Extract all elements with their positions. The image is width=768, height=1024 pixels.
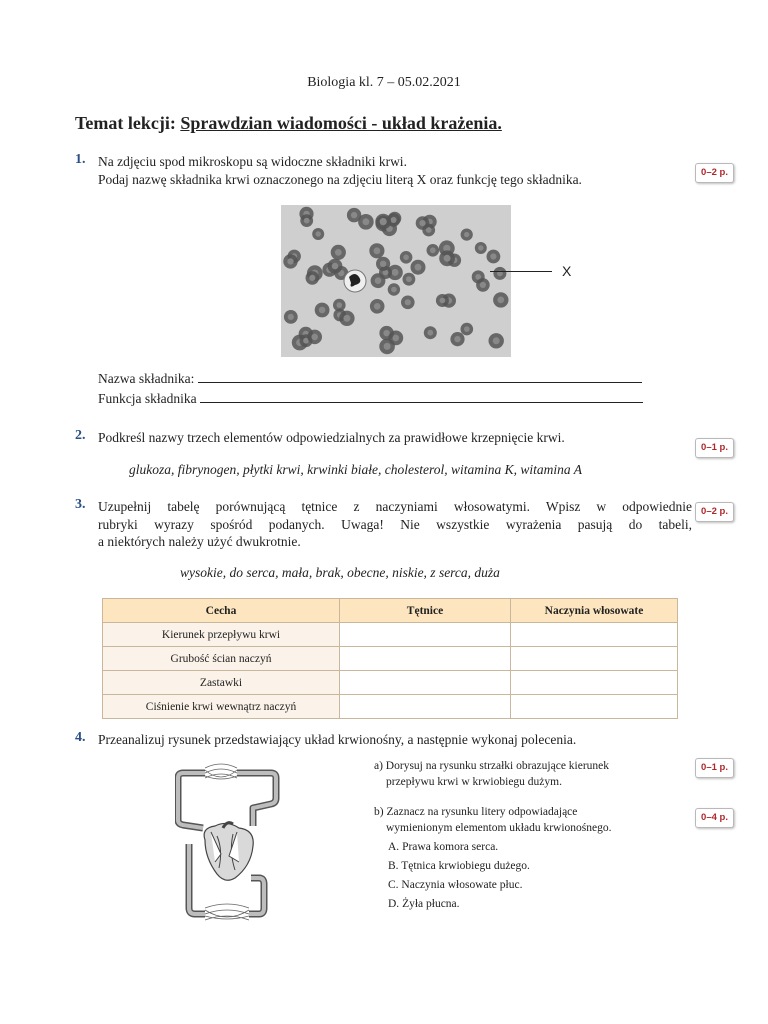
q2-number: 2. — [75, 428, 86, 443]
cell-center — [319, 307, 326, 314]
cell-center — [304, 218, 310, 224]
cell-center — [384, 343, 391, 350]
cell-center — [288, 314, 294, 320]
cell-center — [380, 218, 387, 225]
row-label: Kierunek przepływu krwi — [103, 623, 340, 647]
q3-points-badge: 0–2 p. — [695, 502, 734, 522]
table-row — [103, 671, 678, 695]
q2-points-badge: 0–1 p. — [695, 438, 734, 458]
cell-center — [393, 335, 400, 342]
microscope-photo — [281, 205, 511, 357]
cell-center — [464, 326, 470, 332]
item-text: Naczynia włosowate płuc. — [401, 879, 523, 891]
q1-line1: Na zdjęciu spod mikroskopu są widoczne składniki krwi. — [98, 154, 407, 169]
q4b-items — [388, 838, 530, 914]
cell-center — [335, 249, 342, 256]
cell-center — [351, 212, 357, 218]
cell-center — [309, 275, 315, 281]
q3-line2: rubryki wyrazy spośród podanych. Uwaga! Nie wszystkie wyrażenia pasują do tabeli, — [98, 517, 692, 532]
cell-center — [343, 315, 350, 322]
item-letter: B. — [388, 860, 399, 872]
topic-title: Sprawdzian wiadomości - układ krażenia. — [180, 113, 502, 133]
answer-cell[interactable] — [340, 695, 511, 719]
q4a-points-badge: 0–1 p. — [695, 758, 734, 778]
cell-center — [405, 299, 411, 305]
cell-center — [493, 337, 500, 344]
q4b-points-badge: 0–4 p. — [695, 808, 734, 828]
item-text: Prawa komora serca. — [402, 841, 499, 853]
list-item — [388, 857, 530, 876]
marker-x-label: X — [562, 263, 572, 279]
cell-center — [430, 247, 436, 253]
cell-center — [464, 232, 469, 237]
col-header-feature: Cecha — [103, 599, 340, 623]
cell-center — [375, 277, 382, 284]
cell-center — [406, 276, 412, 282]
answer-cell[interactable] — [511, 647, 678, 671]
q1-number: 1. — [75, 152, 86, 167]
item-letter: C. — [388, 879, 399, 891]
cell-center — [480, 282, 486, 288]
q3-number: 3. — [75, 497, 86, 512]
component-name-field[interactable] — [98, 370, 642, 387]
pointer-line — [490, 271, 552, 272]
answer-cell[interactable] — [340, 623, 511, 647]
answer-cell[interactable] — [511, 695, 678, 719]
cell-center — [392, 269, 399, 276]
item-letter: A. — [388, 841, 400, 853]
cell-center — [427, 330, 433, 336]
q4-text: Przeanalizuj rysunek przedstawiający układ krwionośny, a następnie wykonaj polecenia. — [98, 732, 577, 747]
col-header-arteries: Tętnice — [340, 599, 511, 623]
cell-center — [287, 258, 293, 264]
field-function-label: Funkcja składnika — [98, 391, 197, 406]
q2-text: Podkreśl nazwy trzech elementów odpowiedzialnych za prawidłowe krzepnięcie krwi. — [98, 430, 565, 445]
cell-center — [454, 336, 460, 342]
q4b-line2: wymienionym elementom układu krwionośnego. — [386, 822, 612, 834]
field-name-label: Nazwa składnika: — [98, 371, 195, 386]
circulatory-system-diagram — [175, 758, 285, 956]
cell-center — [311, 334, 318, 341]
answer-cell[interactable] — [340, 671, 511, 695]
item-text: Tętnica krwiobiegu dużego. — [401, 860, 530, 872]
q3-line3: a niektórych należy użyć dwukrotnie. — [98, 534, 301, 549]
component-function-field[interactable] — [98, 390, 643, 407]
row-label: Ciśnienie krwi wewnątrz naczyń — [103, 695, 340, 719]
cell-center — [403, 255, 409, 261]
q1-line2: Podaj nazwę składnika krwi oznaczonego na zdjęciu literą X oraz funkcję tego składnika. — [98, 172, 582, 187]
q4a-line2: przepływu krwi w krwiobiegu dużym. — [386, 776, 562, 788]
q4b-line1: b) Zaznacz na rysunku litery odpowiadające — [374, 806, 578, 818]
q1-points-badge: 0–2 p. — [695, 163, 734, 183]
q3-word-bank: wysokie, do serca, mała, brak, obecne, niskie, z serca, duża — [180, 565, 500, 580]
comparison-table — [102, 598, 678, 719]
q2-options: glukoza, fibrynogen, płytki krwi, krwinki białe, cholesterol, witamina K, witamina A — [129, 462, 582, 477]
row-label: Grubość ścian naczyń — [103, 647, 340, 671]
topic-label: Temat lekcji: — [75, 113, 176, 133]
cell-center — [440, 298, 446, 304]
cell-center — [337, 302, 343, 308]
answer-line-function[interactable] — [200, 390, 643, 403]
list-item — [388, 876, 530, 895]
document-header: Biologia kl. 7 – 05.02.2021 — [307, 75, 461, 90]
cell-center — [478, 245, 483, 250]
col-header-capillaries: Naczynia włosowate — [511, 599, 678, 623]
cell-center — [362, 218, 369, 225]
list-item — [388, 838, 530, 857]
answer-line-name[interactable] — [198, 370, 642, 383]
list-item — [388, 895, 530, 914]
cell-center — [332, 263, 339, 270]
item-letter: D. — [388, 898, 400, 910]
q4a-line1: a) Dorysuj na rysunku strzałki obrazujące kierunek — [374, 760, 610, 772]
table-row — [103, 647, 678, 671]
cell-center — [380, 261, 386, 267]
cell-center — [316, 231, 321, 236]
answer-cell[interactable] — [511, 623, 678, 647]
cell-center — [444, 255, 451, 262]
table-row — [103, 623, 678, 647]
row-label: Zastawki — [103, 671, 340, 695]
lesson-topic — [75, 113, 502, 134]
cell-center — [374, 303, 381, 310]
cell-center — [490, 253, 496, 259]
cell-center — [391, 217, 397, 223]
q4-number: 4. — [75, 730, 86, 745]
cell-center — [383, 330, 389, 336]
cell-center — [374, 247, 381, 254]
answer-cell[interactable] — [511, 671, 678, 695]
table-row — [103, 695, 678, 719]
answer-cell[interactable] — [340, 647, 511, 671]
blood-cells-image — [281, 205, 511, 357]
q3-line1: Uzupełnij tabelę porównującą tętnice z naczyniami włosowatymi. Wpisz w odpowiednie — [98, 499, 692, 514]
cell-center — [497, 297, 504, 304]
cell-center — [419, 220, 425, 226]
item-text: Żyła płucna. — [402, 898, 460, 910]
cell-center — [415, 264, 422, 271]
cell-center — [391, 287, 397, 293]
